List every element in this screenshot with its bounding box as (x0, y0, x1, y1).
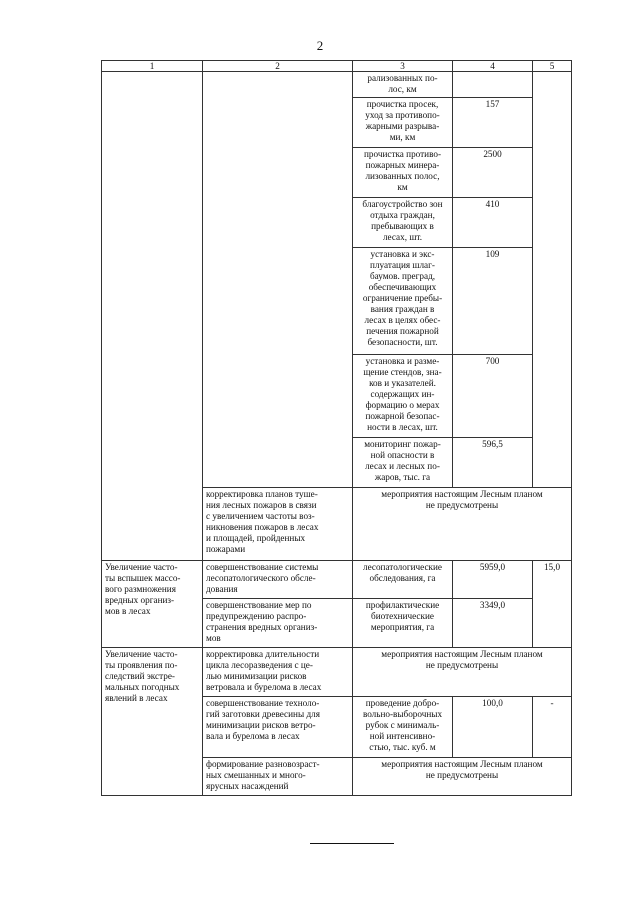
action-cell (203, 758, 353, 796)
column-number-row (102, 61, 572, 72)
col-number-4: 4 (453, 61, 533, 72)
action-cell (203, 648, 353, 697)
measure-text: установка и экс- плуатация шлаг- баумов. преград, обеспечивающих ограничение пребы- вания граждан в лесах в целях обес- печения пожарной безопасности, шт. (362, 249, 443, 347)
value-cell: 410 (453, 198, 533, 248)
col5-cell-empty (533, 72, 572, 488)
action-cell-empty (203, 72, 353, 488)
measure-cell (353, 198, 453, 248)
action-text: совершенствование техноло- гий заготовки древесины для минимизации рисков ветро- вала и бурелома в лесах (206, 698, 320, 741)
value-cell: 109 (453, 248, 533, 355)
measure-cell (353, 248, 453, 355)
end-rule (310, 843, 394, 844)
measure-cell (353, 438, 453, 488)
measure-cell (353, 355, 453, 438)
col5-value-cell: 15,0 (533, 561, 572, 648)
col-number-5: 5 (533, 61, 572, 72)
note-text: мероприятия настоящим Лесным планом не предусмотрены (381, 489, 543, 510)
measure-cell (353, 697, 453, 758)
value-cell: 100,0 (453, 697, 533, 758)
risk-cell-empty (102, 72, 203, 561)
measure-text: профилактические биотехнические мероприятия, га (365, 600, 440, 632)
note-text: мероприятия настоящим Лесным планом не предусмотрены (381, 649, 543, 670)
table-row (102, 72, 572, 98)
measure-cell (353, 599, 453, 648)
action-cell (203, 697, 353, 758)
measure-text: лесопатологические обследования, га (362, 562, 442, 583)
measure-cell (353, 72, 453, 98)
action-text: совершенствование мер по предупреждению распро- странения вредных организ- мов (206, 600, 318, 643)
measure-text: мониторинг пожар- ной опасности в лесах и лесных по- жаров, тыс. га (364, 439, 441, 482)
measure-text: прочистка просек, уход за противопо- жарными разрыва- ми, км (365, 99, 440, 142)
action-cell (203, 488, 353, 561)
value-cell: 596,5 (453, 438, 533, 488)
col-number-2: 2 (203, 61, 353, 72)
table-row (102, 648, 572, 697)
note-text: мероприятия настоящим Лесным планом не предусмотрены (381, 759, 543, 780)
table-row (102, 561, 572, 599)
action-text: формирование разновозраст- ных смешанных и много- ярусных насаждений (206, 759, 320, 791)
not-planned-note (353, 488, 572, 561)
measure-text: установка и разме- щение стендов, зна- ков и указателей. содержащих ин- формацию о мерах пожарной безопас- ности в лесах, шт. (363, 356, 442, 432)
risk-text: Увеличение часто- ты проявления по- следствий экстре- мальных погодных явлений в лесах (105, 649, 180, 703)
measure-text: проведение добро- вольно-выборочных рубок с минималь- ной интенсивно- стью, тыс. куб. м (362, 698, 443, 752)
measure-text: благоустройство зон отдыха граждан, пребывающих в лесах, шт. (362, 199, 443, 242)
action-text: корректировка длительности цикла лесоразведения с це- лью минимизации рисков ветровала и бурелома в лесах (206, 649, 322, 692)
action-cell (203, 561, 353, 599)
measure-text: рализованных по- лос, км (367, 73, 438, 94)
col5-value-cell: - (533, 697, 572, 758)
value-cell: 157 (453, 98, 533, 148)
action-text: корректировка планов туше- ния лесных пожаров в связи с увеличением частоты воз- никновения пожаров в лесах и площадей, пройденных пожарами (206, 489, 319, 554)
value-cell: 5959,0 (453, 561, 533, 599)
risk-cell (102, 648, 203, 796)
not-planned-note (353, 648, 572, 697)
page-number: 2 (316, 38, 324, 53)
measure-cell (353, 98, 453, 148)
measure-cell (353, 561, 453, 599)
value-cell: 3349,0 (453, 599, 533, 648)
value-cell: 2500 (453, 148, 533, 198)
measure-text: прочистка противо- пожарных минера- лизованных полос, км (363, 149, 442, 192)
col-number-3: 3 (353, 61, 453, 72)
value-cell: 700 (453, 355, 533, 438)
action-cell (203, 599, 353, 648)
col-number-1: 1 (102, 61, 203, 72)
action-text: совершенствование системы лесопатологического обсле- дования (206, 562, 319, 594)
not-planned-note (353, 758, 572, 796)
risk-text: Увеличение часто- ты вспышек массо- вого размножения вредных организ- мов в лесах (105, 562, 181, 616)
measure-cell (353, 148, 453, 198)
climate-measures-table (101, 60, 572, 796)
risk-cell (102, 561, 203, 648)
value-cell (453, 72, 533, 98)
